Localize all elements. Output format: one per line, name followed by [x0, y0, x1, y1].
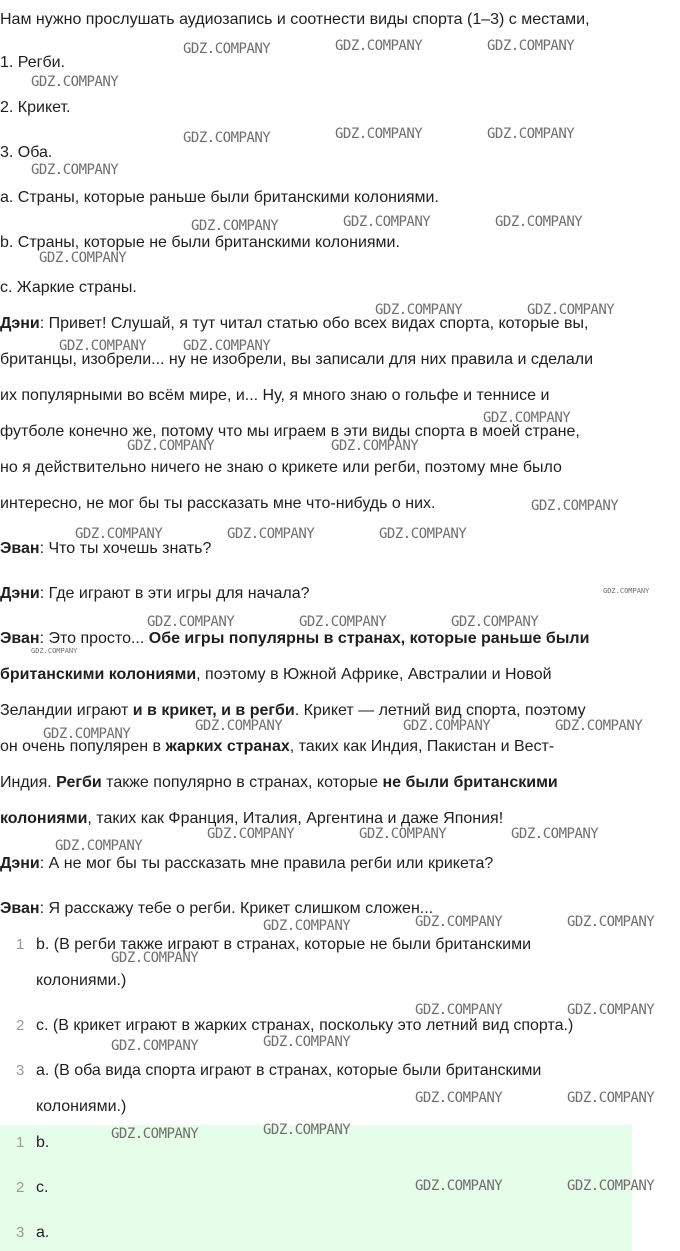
explanation-line: c. (В крикет играют в жарких странах, поскольку это летний вид спорта.): [36, 1017, 574, 1034]
watermark: GDZ.COMPANY: [379, 526, 467, 542]
list-number: 1: [16, 936, 25, 953]
watermark: GDZ.COMPANY: [207, 826, 295, 842]
dialogue-line: он очень популярен в жарких странах, таких как Индия, Пакистан и Вест-: [0, 738, 555, 755]
watermark: GDZ.COMPANY: [451, 614, 539, 630]
watermark: GDZ.COMPANY: [183, 130, 271, 146]
watermark: GDZ.COMPANY: [111, 1126, 199, 1142]
answer-value: a.: [36, 1224, 50, 1241]
watermark: GDZ.COMPANY: [495, 214, 583, 230]
watermark: GDZ.COMPANY: [603, 587, 650, 595]
watermark: GDZ.COMPANY: [127, 438, 215, 454]
answer-value: b.: [36, 1134, 50, 1151]
dialogue-line: британскими колониями, поэтому в Южной Африке, Австралии и Новой: [0, 666, 552, 683]
watermark: GDZ.COMPANY: [487, 126, 575, 142]
speaker-name: Эван: [0, 630, 40, 647]
watermark: GDZ.COMPANY: [263, 918, 351, 934]
list-number: 1: [16, 1134, 25, 1151]
dialogue-line: Эван: Что ты хочешь знать?: [0, 540, 212, 557]
watermark: GDZ.COMPANY: [555, 718, 643, 734]
watermark: GDZ.COMPANY: [567, 1090, 655, 1106]
answer-value: c.: [36, 1179, 49, 1196]
sport-item: 1. Регби.: [0, 54, 66, 71]
dialogue-line: их популярными во всём мире, и... Ну, я много знаю о гольфе и теннисе и: [0, 387, 550, 404]
watermark: GDZ.COMPANY: [415, 1002, 503, 1018]
dialogue-line: но я действительно ничего не знаю о крикете или регби, поэтому мне было: [0, 459, 562, 476]
speaker-name: Эван: [0, 900, 40, 917]
watermark: GDZ.COMPANY: [299, 614, 387, 630]
watermark: GDZ.COMPANY: [415, 914, 503, 930]
watermark: GDZ.COMPANY: [55, 838, 143, 854]
list-number: 3: [16, 1224, 25, 1241]
watermark: GDZ.COMPANY: [531, 498, 619, 514]
watermark: GDZ.COMPANY: [567, 1178, 655, 1194]
dialogue-line: Дэни: Где играют в эти игры для начала?: [0, 585, 310, 602]
list-number: 2: [16, 1179, 25, 1196]
watermark: GDZ.COMPANY: [31, 647, 78, 655]
watermark: GDZ.COMPANY: [263, 1122, 351, 1138]
watermark: GDZ.COMPANY: [191, 218, 279, 234]
dialogue-line: Индия. Регби также популярно в странах, которые не были британскими: [0, 774, 558, 791]
speaker-name: Дэни: [0, 315, 40, 332]
speaker-name: Дэни: [0, 855, 40, 872]
watermark: GDZ.COMPANY: [331, 438, 419, 454]
watermark: GDZ.COMPANY: [403, 718, 491, 734]
watermark: GDZ.COMPANY: [227, 526, 315, 542]
watermark: GDZ.COMPANY: [567, 914, 655, 930]
explanation-line: колониями.): [36, 972, 127, 989]
speaker-name: Дэни: [0, 585, 40, 602]
dialogue-line: Эван: Я расскажу тебе о регби. Крикет слишком сложен...: [0, 900, 434, 917]
watermark: GDZ.COMPANY: [43, 726, 131, 742]
dialogue-line: колониями, таких как Франция, Италия, Аргентина и даже Япония!: [0, 810, 504, 827]
dialogue-line: Дэни: Привет! Слушай, я тут читал статью обо всех видах спорта, которые вы,: [0, 315, 589, 332]
explanation-line: b. (В регби также играют в странах, которые не были британскими: [36, 936, 532, 953]
watermark: GDZ.COMPANY: [59, 338, 147, 354]
watermark: GDZ.COMPANY: [415, 1090, 503, 1106]
sport-item: 2. Крикет.: [0, 99, 71, 116]
dialogue-line: интересно, не мог бы ты рассказать мне что-нибудь о них.: [0, 495, 436, 512]
watermark: GDZ.COMPANY: [31, 74, 119, 90]
explanation-line: a. (В оба вида спорта играют в странах, которые были британскими: [36, 1062, 542, 1079]
list-number: 2: [16, 1017, 25, 1034]
task-text: Нам нужно прослушать аудиозапись и соотнести виды спорта (1–3) с местами,: [0, 11, 590, 28]
place-item: c. Жаркие страны.: [0, 279, 137, 296]
watermark: GDZ.COMPANY: [487, 38, 575, 54]
watermark: GDZ.COMPANY: [195, 718, 283, 734]
dialogue-line: Зеландии играют и в крикет, и в регби. Крикет — летний вид спорта, поэтому: [0, 702, 586, 719]
watermark: GDZ.COMPANY: [335, 126, 423, 142]
watermark: GDZ.COMPANY: [567, 1002, 655, 1018]
place-item: a. Страны, которые раньше были британскими колониями.: [0, 189, 439, 206]
dialogue-line: Дэни: А не мог бы ты рассказать мне правила регби или крикета?: [0, 855, 494, 872]
watermark: GDZ.COMPANY: [183, 338, 271, 354]
watermark: GDZ.COMPANY: [375, 302, 463, 318]
watermark: GDZ.COMPANY: [39, 250, 127, 266]
watermark: GDZ.COMPANY: [147, 614, 235, 630]
watermark: GDZ.COMPANY: [75, 526, 163, 542]
watermark: GDZ.COMPANY: [527, 302, 615, 318]
watermark: GDZ.COMPANY: [511, 826, 599, 842]
watermark: GDZ.COMPANY: [111, 1038, 199, 1054]
dialogue-line: футболе конечно же, потому что мы играем в эти виды спорта в моей стране,: [0, 423, 580, 440]
speaker-name: Эван: [0, 540, 40, 557]
dialogue-line: Эван: Это просто... Обе игры популярны в странах, которые раньше были: [0, 630, 590, 647]
dialogue-line: британцы, изобрели... ну не изобрели, вы записали для них правила и сделали: [0, 351, 594, 368]
place-item: b. Страны, которые не были британскими колониями.: [0, 234, 400, 251]
watermark: GDZ.COMPANY: [183, 41, 271, 57]
watermark: GDZ.COMPANY: [335, 38, 423, 54]
watermark: GDZ.COMPANY: [31, 162, 119, 178]
list-number: 3: [16, 1062, 25, 1079]
watermark: GDZ.COMPANY: [111, 950, 199, 966]
watermark: GDZ.COMPANY: [343, 214, 431, 230]
watermark: GDZ.COMPANY: [415, 1178, 503, 1194]
watermark: GDZ.COMPANY: [483, 410, 571, 426]
watermark: GDZ.COMPANY: [359, 826, 447, 842]
sport-item: 3. Оба.: [0, 144, 53, 161]
explanation-line: колониями.): [36, 1098, 127, 1115]
watermark: GDZ.COMPANY: [263, 1034, 351, 1050]
